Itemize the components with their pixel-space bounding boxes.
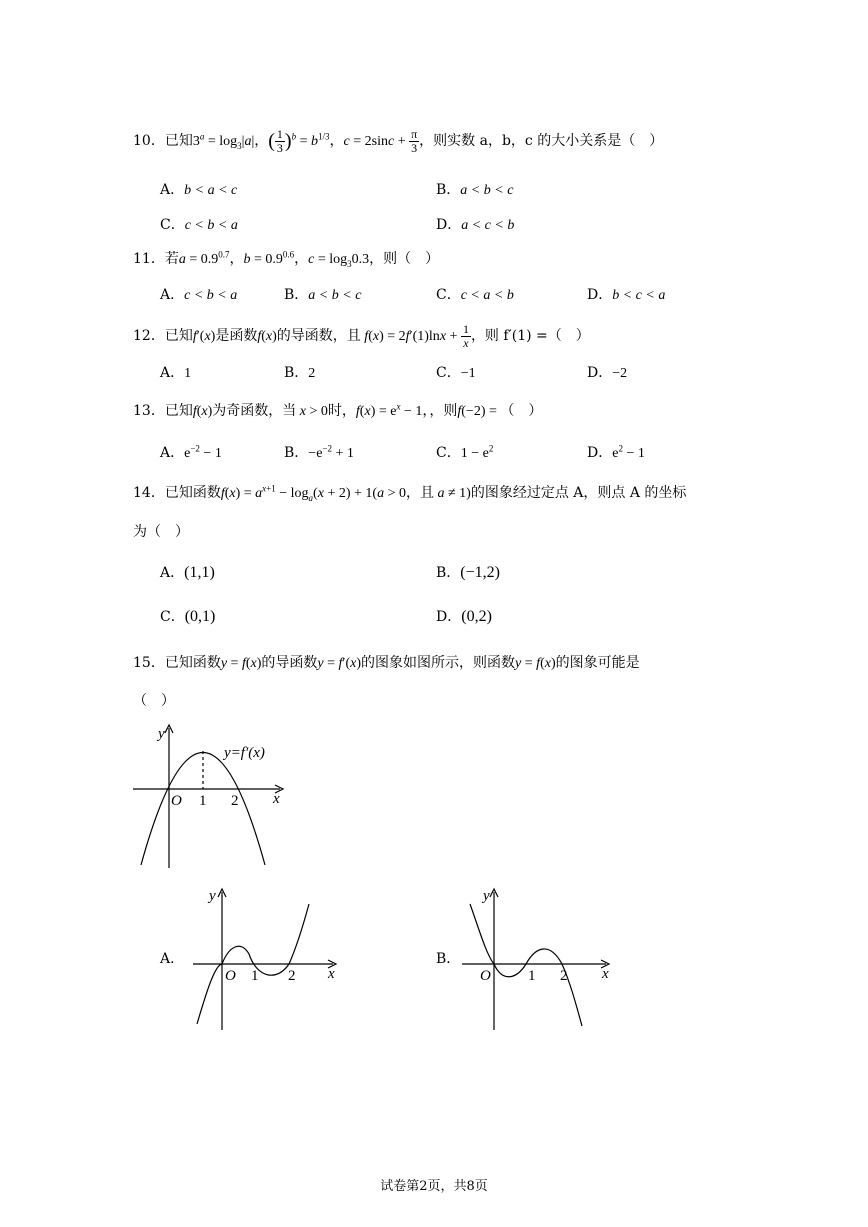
fraction: $\frac{\pi}{3}$ <box>411 127 418 155</box>
question-15: 15．已知函数y = f(x)的导函数y = f′(x)的图象如图所示，则函数y = f(x)的图象可能是 <box>133 655 640 671</box>
math: $3^a = \log_3|a|$ <box>192 131 255 151</box>
question-14: 14．已知函数$f(x) = a^{x+1} - \log_a(x + 2) + 1(a > 0$，且 a ≠ 1)的图象经过定点 A，则点 A 的坐标 <box>133 483 687 503</box>
math: $a = 0.9^{0.7}$，$b = 0.9^{0.6}$，$c = \log_30.3$ <box>178 249 370 269</box>
tick-label: 1 <box>528 968 536 984</box>
option-c[interactable]: C．−1 <box>436 365 476 381</box>
option-c[interactable]: C．$1 - e^2$ <box>436 443 494 461</box>
option-d[interactable]: D．$e^2 - 1$ <box>587 443 645 461</box>
question-number: 15． <box>133 655 165 671</box>
math: ( <box>268 130 275 153</box>
option-b-graph[interactable] <box>456 882 616 1034</box>
question-tail: ，则 f′(1) =（ ） <box>470 328 590 345</box>
option-d[interactable]: D．a < c < b <box>436 217 515 233</box>
option-b-curve <box>470 904 582 1026</box>
option-c[interactable]: C．c < b < a <box>160 217 238 233</box>
question-12: 12．已知f′(x)是函数f(x)的导函数，且 f(x) = 2f′(1)lnx + $\frac{1}{x}$ ，则 f′(1) =（ ） <box>133 322 590 350</box>
option-d[interactable]: D．b < c < a <box>587 287 666 303</box>
x-label: x <box>328 966 335 982</box>
question-number: 13． <box>133 403 165 419</box>
origin-label: O <box>225 968 236 984</box>
option-d[interactable]: D．−2 <box>587 365 628 381</box>
question-number: 11． <box>133 251 165 267</box>
x-label: x <box>602 966 609 982</box>
option-a[interactable]: A．$e^{-2} - 1$ <box>160 443 222 461</box>
math: y = f(x) <box>220 656 262 671</box>
math: y = f(x) <box>515 656 556 671</box>
y-label: y <box>483 888 490 904</box>
math: f(x) = 2f′(1)lnx + <box>364 329 461 345</box>
question-10: 10．已知$3^a = \log_3|a|$，( $\frac{1}{3}$ )$^b = b^{1/3}$，c = 2sinc + $\frac{\pi}{3}$ ，则实数 a，b，c 的大小关系是（ ） <box>133 127 664 155</box>
tick-label: 2 <box>231 793 239 809</box>
option-b[interactable]: B．(−1,2) <box>436 564 500 581</box>
page-footer: 试卷第2页，共8页 <box>380 1179 488 1194</box>
option-a-graph[interactable] <box>185 882 345 1034</box>
question-lead: 已知 <box>164 133 193 150</box>
option-a[interactable]: A．1 <box>160 365 192 381</box>
math: $f(x) = a^{x+1} - \log_a(x + 2) + 1(a > 0$，且 a ≠ 1) <box>220 483 471 503</box>
math: y = f′(x) <box>317 656 362 671</box>
option-c[interactable]: C．c < a < b <box>436 287 514 303</box>
tick-label: 1 <box>199 793 207 809</box>
math: f′(x) <box>192 329 216 345</box>
option-d[interactable]: D．(0,2) <box>436 608 492 625</box>
math: $f(x) = e^x - 1$ <box>355 401 423 419</box>
option-b[interactable]: B．a < b < c <box>436 182 514 198</box>
math: x > 0 <box>299 404 328 419</box>
option-b[interactable]: B．2 <box>284 365 316 381</box>
origin-label: O <box>480 968 491 984</box>
fraction: $\frac{1}{3}$ <box>276 127 283 155</box>
option-a[interactable]: A．b < a < c <box>160 182 238 198</box>
option-a-label[interactable]: A． <box>160 951 185 967</box>
question-lead: 若 <box>164 251 179 267</box>
math: f(−2) = <box>457 404 501 419</box>
origin-label: O <box>171 793 182 809</box>
question-14-line2: 为（ ） <box>133 524 189 540</box>
curve-label: y=f′(x) <box>224 745 265 761</box>
question-number: 12． <box>133 328 165 345</box>
question-tail: ，则实数 a，b，c 的大小关系是（ ） <box>419 133 664 150</box>
math: c = 2sinc + <box>343 134 410 150</box>
y-label: y <box>209 888 216 904</box>
math: f(x) <box>257 329 277 345</box>
question-number: 14． <box>133 485 165 501</box>
tick-label: 1 <box>251 968 259 984</box>
option-c[interactable]: C．(0,1) <box>160 608 216 625</box>
option-b[interactable]: B．$-e^{-2} + 1$ <box>284 443 354 461</box>
option-a[interactable]: A．(1,1) <box>160 564 215 581</box>
math: f(x) <box>192 404 213 419</box>
option-b[interactable]: B．a < b < c <box>284 287 362 303</box>
question-13: 13．已知f(x)为奇函数，当 x > 0时，$f(x) = e^x - 1$，，则f(−2) = （ ） <box>133 401 543 419</box>
tick-label: 2 <box>288 968 296 984</box>
option-b-label[interactable]: B． <box>436 951 461 967</box>
option-a[interactable]: A．c < b < a <box>160 287 238 303</box>
question-11 <box>133 249 440 269</box>
question-15-line2: （ ） <box>133 693 175 709</box>
x-label: x <box>273 791 280 807</box>
derivative-graph <box>128 720 298 870</box>
question-tail: ，则（ ） <box>369 251 440 267</box>
question-number: 10． <box>133 133 165 150</box>
fraction: $\frac{1}{x}$ <box>462 322 469 350</box>
y-label: y <box>158 726 165 742</box>
tick-label: 2 <box>560 968 568 984</box>
